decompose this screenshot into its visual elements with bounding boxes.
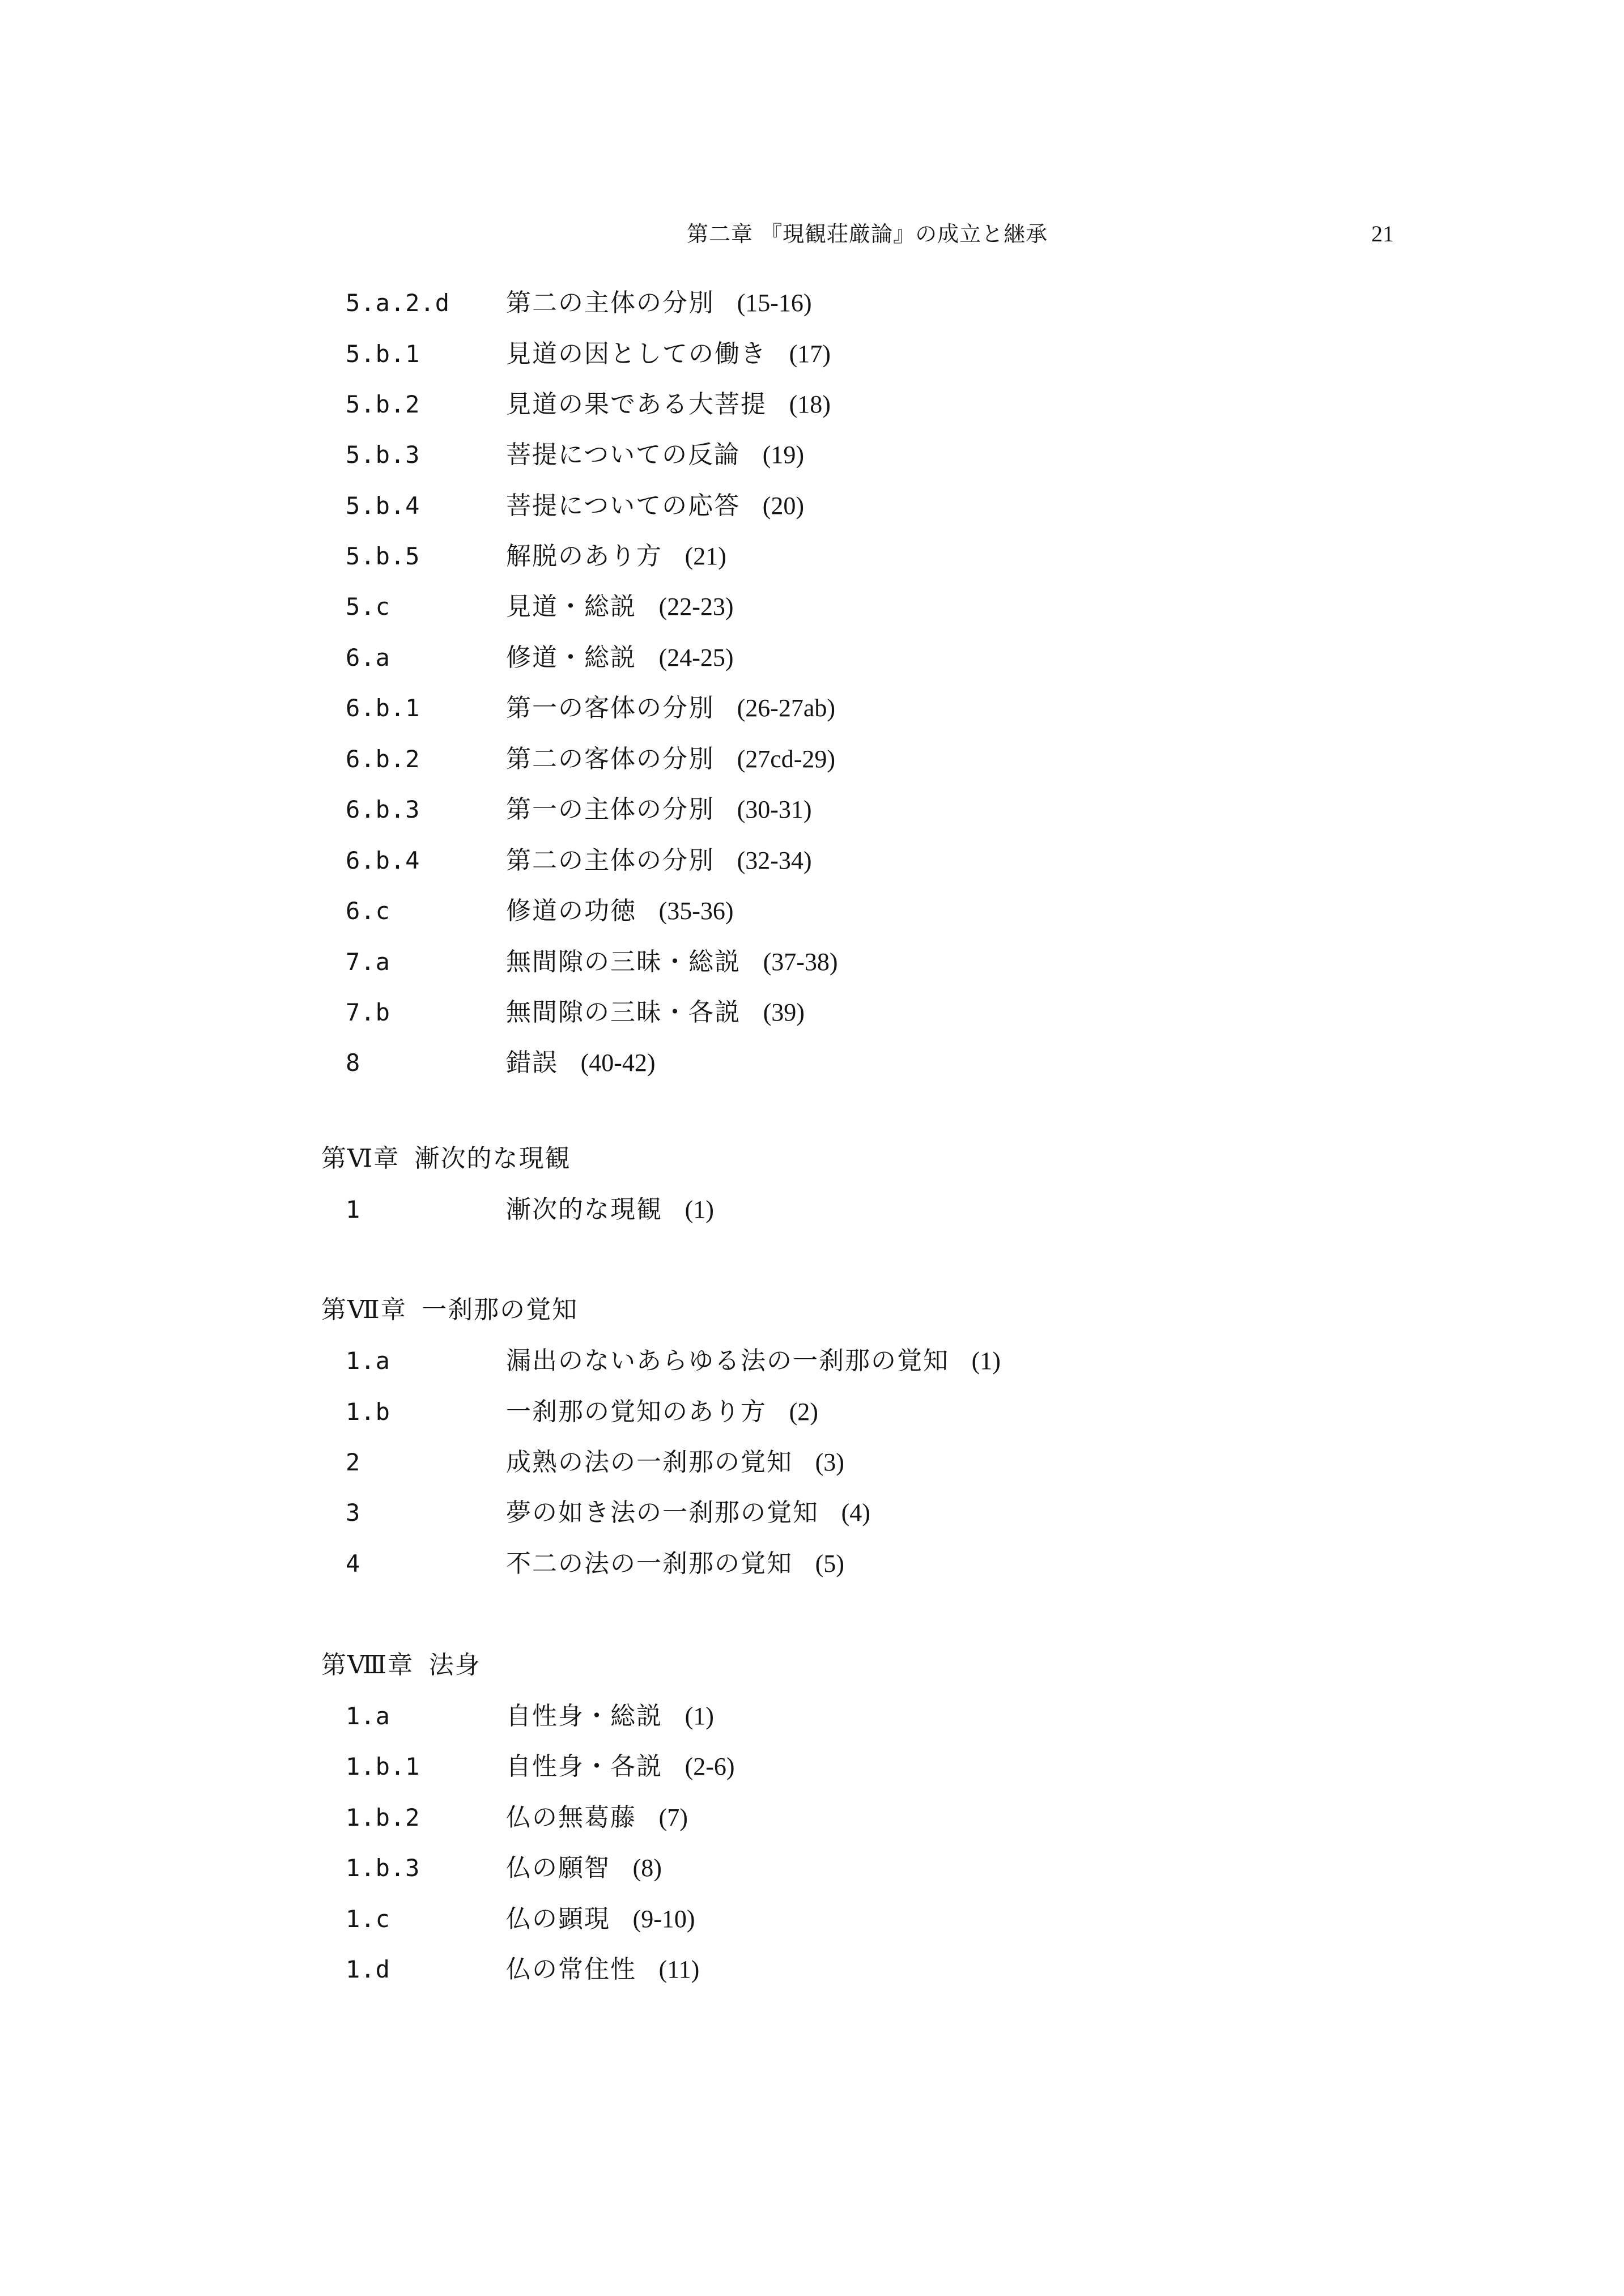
verse-range: (1) — [685, 1196, 714, 1223]
outline-title: 菩提についての反論 (19) — [506, 440, 805, 469]
outline-title: 一刹那の覚知のあり方 (2) — [506, 1397, 818, 1426]
outline-number: 1.b.2 — [346, 1804, 420, 1831]
verse-range: (8) — [632, 1854, 662, 1882]
outline-number: 5.b.3 — [346, 441, 420, 469]
outline-number: 1.b — [346, 1398, 390, 1426]
chapter-heading — [321, 1139, 571, 1179]
outline-number: 1 — [346, 1196, 361, 1223]
outline-title: 仏の顕現 (9-10) — [506, 1904, 695, 1933]
outline-title: 第二の主体の分別 (32-34) — [506, 846, 812, 875]
outline-title: 見道の果である大菩提 (18) — [506, 390, 831, 419]
verse-range: (2) — [789, 1398, 818, 1426]
outline-title: 解脱のあり方 (21) — [506, 542, 726, 571]
outline-number: 6.b.1 — [346, 694, 420, 722]
verse-range: (24-25) — [658, 644, 734, 671]
chapter-title: 漸次的な現観 — [414, 1144, 571, 1173]
chapter-heading — [321, 1646, 481, 1685]
outline-title: 第二の主体の分別 (15-16) — [506, 288, 812, 317]
verse-range: (4) — [841, 1499, 870, 1527]
outline-number: 1.c — [346, 1905, 390, 1933]
outline-title: 菩提についての応答 (20) — [506, 491, 805, 520]
outline-title: 修道・総説 (24-25) — [506, 643, 734, 672]
verse-range: (18) — [789, 390, 831, 418]
verse-range: (39) — [763, 998, 805, 1026]
outline-title: 見道・総説 (22-23) — [506, 592, 734, 621]
chapter-title: 一刹那の覚知 — [422, 1295, 579, 1324]
chapter-heading — [321, 1290, 578, 1330]
verse-range: (32-34) — [737, 847, 812, 874]
verse-range: (40-42) — [580, 1049, 656, 1077]
page-number: 21 — [1371, 221, 1394, 246]
chapter-label: 第Ⅵ章 — [321, 1144, 400, 1173]
verse-range: (27cd-29) — [737, 745, 836, 773]
outline-title: 漏出のないあらゆる法の一刹那の覚知 (1) — [506, 1346, 1001, 1375]
verse-range: (7) — [658, 1804, 688, 1831]
outline-title: 成熟の法の一刹那の覚知 (3) — [506, 1448, 844, 1477]
outline-number: 5.b.5 — [346, 542, 420, 570]
outline-number: 1.a — [346, 1702, 390, 1730]
outline-number: 1.b.1 — [346, 1753, 420, 1780]
outline-number: 5.b.1 — [346, 340, 420, 368]
verse-range: (5) — [815, 1550, 844, 1578]
outline-title: 見道の因としての働き (17) — [506, 339, 831, 368]
outline-number: 5.b.4 — [346, 492, 420, 520]
outline-title: 無間隙の三昧・各説 (39) — [506, 998, 805, 1027]
outline-number: 6.b.3 — [346, 796, 420, 823]
verse-range: (35-36) — [658, 897, 734, 925]
outline-number: 3 — [346, 1499, 361, 1527]
outline-number: 1.b.3 — [346, 1854, 420, 1882]
outline-number: 6.b.4 — [346, 847, 420, 874]
verse-range: (1) — [971, 1347, 1001, 1375]
outline-title: 仏の願智 (8) — [506, 1853, 662, 1882]
outline-number: 6.a — [346, 644, 390, 671]
verse-range: (30-31) — [737, 796, 812, 823]
outline-number: 1.a — [346, 1347, 390, 1375]
verse-range: (2-6) — [685, 1753, 735, 1780]
outline-title: 第二の客体の分別 (27cd-29) — [506, 745, 836, 773]
outline-title: 自性身・総説 (1) — [506, 1702, 714, 1730]
verse-range: (19) — [762, 441, 805, 469]
outline-title: 錯誤 (40-42) — [506, 1048, 656, 1077]
outline-number: 7.a — [346, 948, 390, 976]
outline-number: 2 — [346, 1448, 361, 1476]
outline-number: 6.b.2 — [346, 745, 420, 773]
verse-range: (20) — [762, 492, 805, 520]
outline-number: 5.c — [346, 593, 390, 620]
outline-number: 5.b.2 — [346, 390, 420, 418]
chapter-label: 第Ⅶ章 — [321, 1295, 407, 1324]
verse-range: (22-23) — [658, 593, 734, 620]
verse-range: (17) — [789, 340, 831, 368]
outline-title: 夢の如き法の一刹那の覚知 (4) — [506, 1498, 870, 1527]
outline-title: 修道の功徳 (35-36) — [506, 896, 734, 925]
verse-range: (26-27ab) — [737, 694, 836, 722]
outline-number: 8 — [346, 1049, 361, 1077]
verse-range: (1) — [685, 1702, 714, 1730]
verse-range: (15-16) — [737, 289, 812, 317]
verse-range: (11) — [658, 1955, 700, 1983]
chapter-label: 第Ⅷ章 — [321, 1651, 414, 1680]
outline-title: 無間隙の三昧・総説 (37-38) — [506, 947, 838, 976]
outline-number: 4 — [346, 1550, 361, 1578]
outline-title: 仏の常住性 (11) — [506, 1955, 700, 1984]
outline-title: 自性身・各説 (2-6) — [506, 1752, 735, 1781]
outline-title: 第一の主体の分別 (30-31) — [506, 795, 812, 824]
outline-title: 漸次的な現観 (1) — [506, 1195, 714, 1224]
verse-range: (3) — [815, 1448, 844, 1476]
outline-number: 1.d — [346, 1955, 390, 1983]
chapter-title: 法身 — [428, 1651, 481, 1680]
verse-range: (9-10) — [632, 1905, 695, 1933]
outline-title: 不二の法の一刹那の覚知 (5) — [506, 1549, 844, 1578]
outline-title: 仏の無葛藤 (7) — [506, 1803, 688, 1832]
verse-range: (21) — [685, 542, 726, 570]
outline-number: 6.c — [346, 897, 390, 925]
outline-number: 5.a.2.d — [346, 289, 450, 317]
outline-number: 7.b — [346, 998, 390, 1026]
outline-title: 第一の客体の分別 (26-27ab) — [506, 694, 836, 722]
running-head: 第二章 『現観荘厳論』の成立と継承 — [687, 222, 1048, 246]
verse-range: (37-38) — [763, 948, 838, 976]
